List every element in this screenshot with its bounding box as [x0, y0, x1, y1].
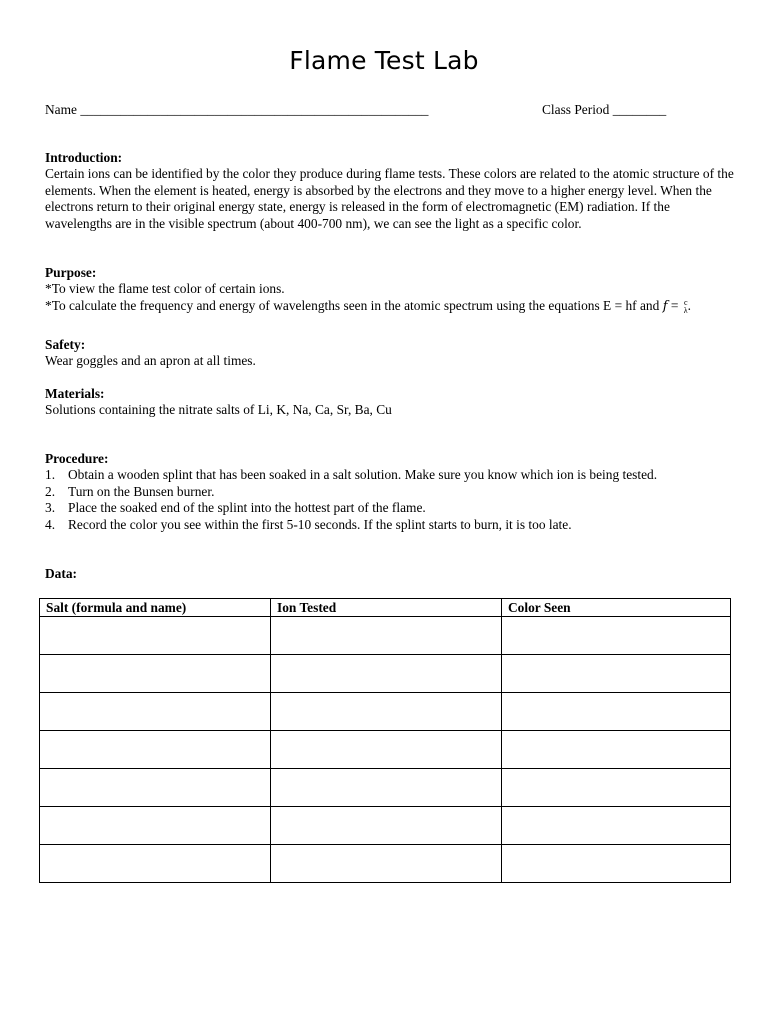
- table-cell[interactable]: [271, 617, 502, 655]
- materials-heading: Materials:: [45, 386, 105, 401]
- purpose-line-2: [45, 298, 735, 315]
- introduction-text: Certain ions can be identified by the color they produce during flame tests. These colors are related to the atomic structure of the elements. When the element is heated, energy is absorbed by the electrons and they move to a higher energy level. When the electrons return to their original energy state, energy is released in the form of electromagnetic (EM) radiation. If the wavelengths are in the visible spectrum (about 400-700 nm), we can see the light as a specific color.: [45, 166, 734, 231]
- table-cell[interactable]: [40, 807, 271, 845]
- table-cell[interactable]: [40, 655, 271, 693]
- safety-text: Wear goggles and an apron at all times.: [45, 353, 256, 369]
- column-header-salt: Salt (formula and name): [40, 599, 271, 617]
- column-header-color: Color Seen: [502, 599, 731, 617]
- name-blank[interactable]: ____________________________________________________: [80, 102, 429, 117]
- table-header-row: [40, 599, 731, 617]
- table-cell[interactable]: [271, 807, 502, 845]
- procedure-step-text: Record the color you see within the first 5-10 seconds. If the splint starts to burn, it is too late.: [68, 516, 572, 532]
- procedure-step: [45, 484, 735, 500]
- table-cell[interactable]: [271, 769, 502, 807]
- formula-denominator: λ: [683, 305, 688, 315]
- table-cell[interactable]: [40, 693, 271, 731]
- formula-numerator: c: [683, 297, 688, 307]
- table-cell[interactable]: [271, 845, 502, 883]
- procedure-step-text: Obtain a wooden splint that has been soaked in a salt solution. Make sure you know which ion is being tested.: [68, 467, 658, 483]
- table-cell[interactable]: [502, 807, 731, 845]
- table-row: [40, 693, 731, 731]
- name-field[interactable]: [45, 102, 429, 118]
- table-row: [40, 769, 731, 807]
- formula-period: .: [687, 297, 692, 313]
- procedure-step-number: 4.: [45, 516, 56, 532]
- table-row: [40, 807, 731, 845]
- table-row: [40, 655, 731, 693]
- materials-text: Solutions containing the nitrate salts of Li, K, Na, Ca, Sr, Ba, Cu: [45, 402, 392, 418]
- table-cell[interactable]: [271, 693, 502, 731]
- table-cell[interactable]: [271, 655, 502, 693]
- formula-f: f: [662, 298, 668, 314]
- procedure-step-number: 1.: [45, 467, 56, 483]
- introduction-section: [45, 150, 735, 232]
- table-cell[interactable]: [502, 731, 731, 769]
- table-row: [40, 845, 731, 883]
- formula-equals: =: [670, 297, 679, 313]
- data-heading: Data:: [45, 566, 77, 581]
- procedure-list: [45, 467, 735, 533]
- column-header-ion: Ion Tested: [271, 599, 502, 617]
- procedure-step: [45, 517, 735, 533]
- procedure-step: [45, 500, 735, 516]
- page-title: Flame Test Lab: [289, 46, 479, 75]
- procedure-step-text: Turn on the Bunsen burner.: [68, 483, 215, 499]
- materials-section: [45, 386, 735, 419]
- table-cell[interactable]: [502, 617, 731, 655]
- safety-section: [45, 337, 735, 370]
- table-cell[interactable]: [40, 769, 271, 807]
- class-period-label: Class Period: [542, 102, 610, 117]
- data-table: [39, 598, 731, 883]
- procedure-step: [45, 467, 735, 483]
- safety-heading: Safety:: [45, 337, 86, 352]
- table-cell[interactable]: [502, 655, 731, 693]
- name-label: Name: [45, 102, 77, 117]
- procedure-step-text: Place the soaked end of the splint into the hottest part of the flame.: [68, 500, 426, 516]
- purpose-heading: Purpose:: [45, 265, 97, 280]
- table-cell[interactable]: [271, 731, 502, 769]
- introduction-heading: Introduction:: [45, 150, 123, 165]
- table-cell[interactable]: [502, 693, 731, 731]
- table-cell[interactable]: [502, 769, 731, 807]
- purpose-line-1: *To view the flame test color of certain ions.: [45, 281, 285, 297]
- procedure-step-number: 3.: [45, 500, 56, 516]
- class-period-field[interactable]: [542, 102, 666, 118]
- table-cell[interactable]: [40, 845, 271, 883]
- table-row: [40, 731, 731, 769]
- purpose-line-2-text: *To calculate the frequency and energy of wavelengths seen in the atomic spectrum using the equations E = hf and: [45, 297, 660, 313]
- procedure-heading: Procedure:: [45, 451, 109, 466]
- class-period-blank[interactable]: ________: [612, 102, 667, 117]
- procedure-section: [45, 451, 735, 533]
- table-row: [40, 617, 731, 655]
- table-cell[interactable]: [502, 845, 731, 883]
- frequency-formula: [663, 298, 691, 313]
- table-cell[interactable]: [40, 731, 271, 769]
- procedure-step-number: 2.: [45, 483, 56, 499]
- purpose-section: [45, 265, 735, 315]
- table-cell[interactable]: [40, 617, 271, 655]
